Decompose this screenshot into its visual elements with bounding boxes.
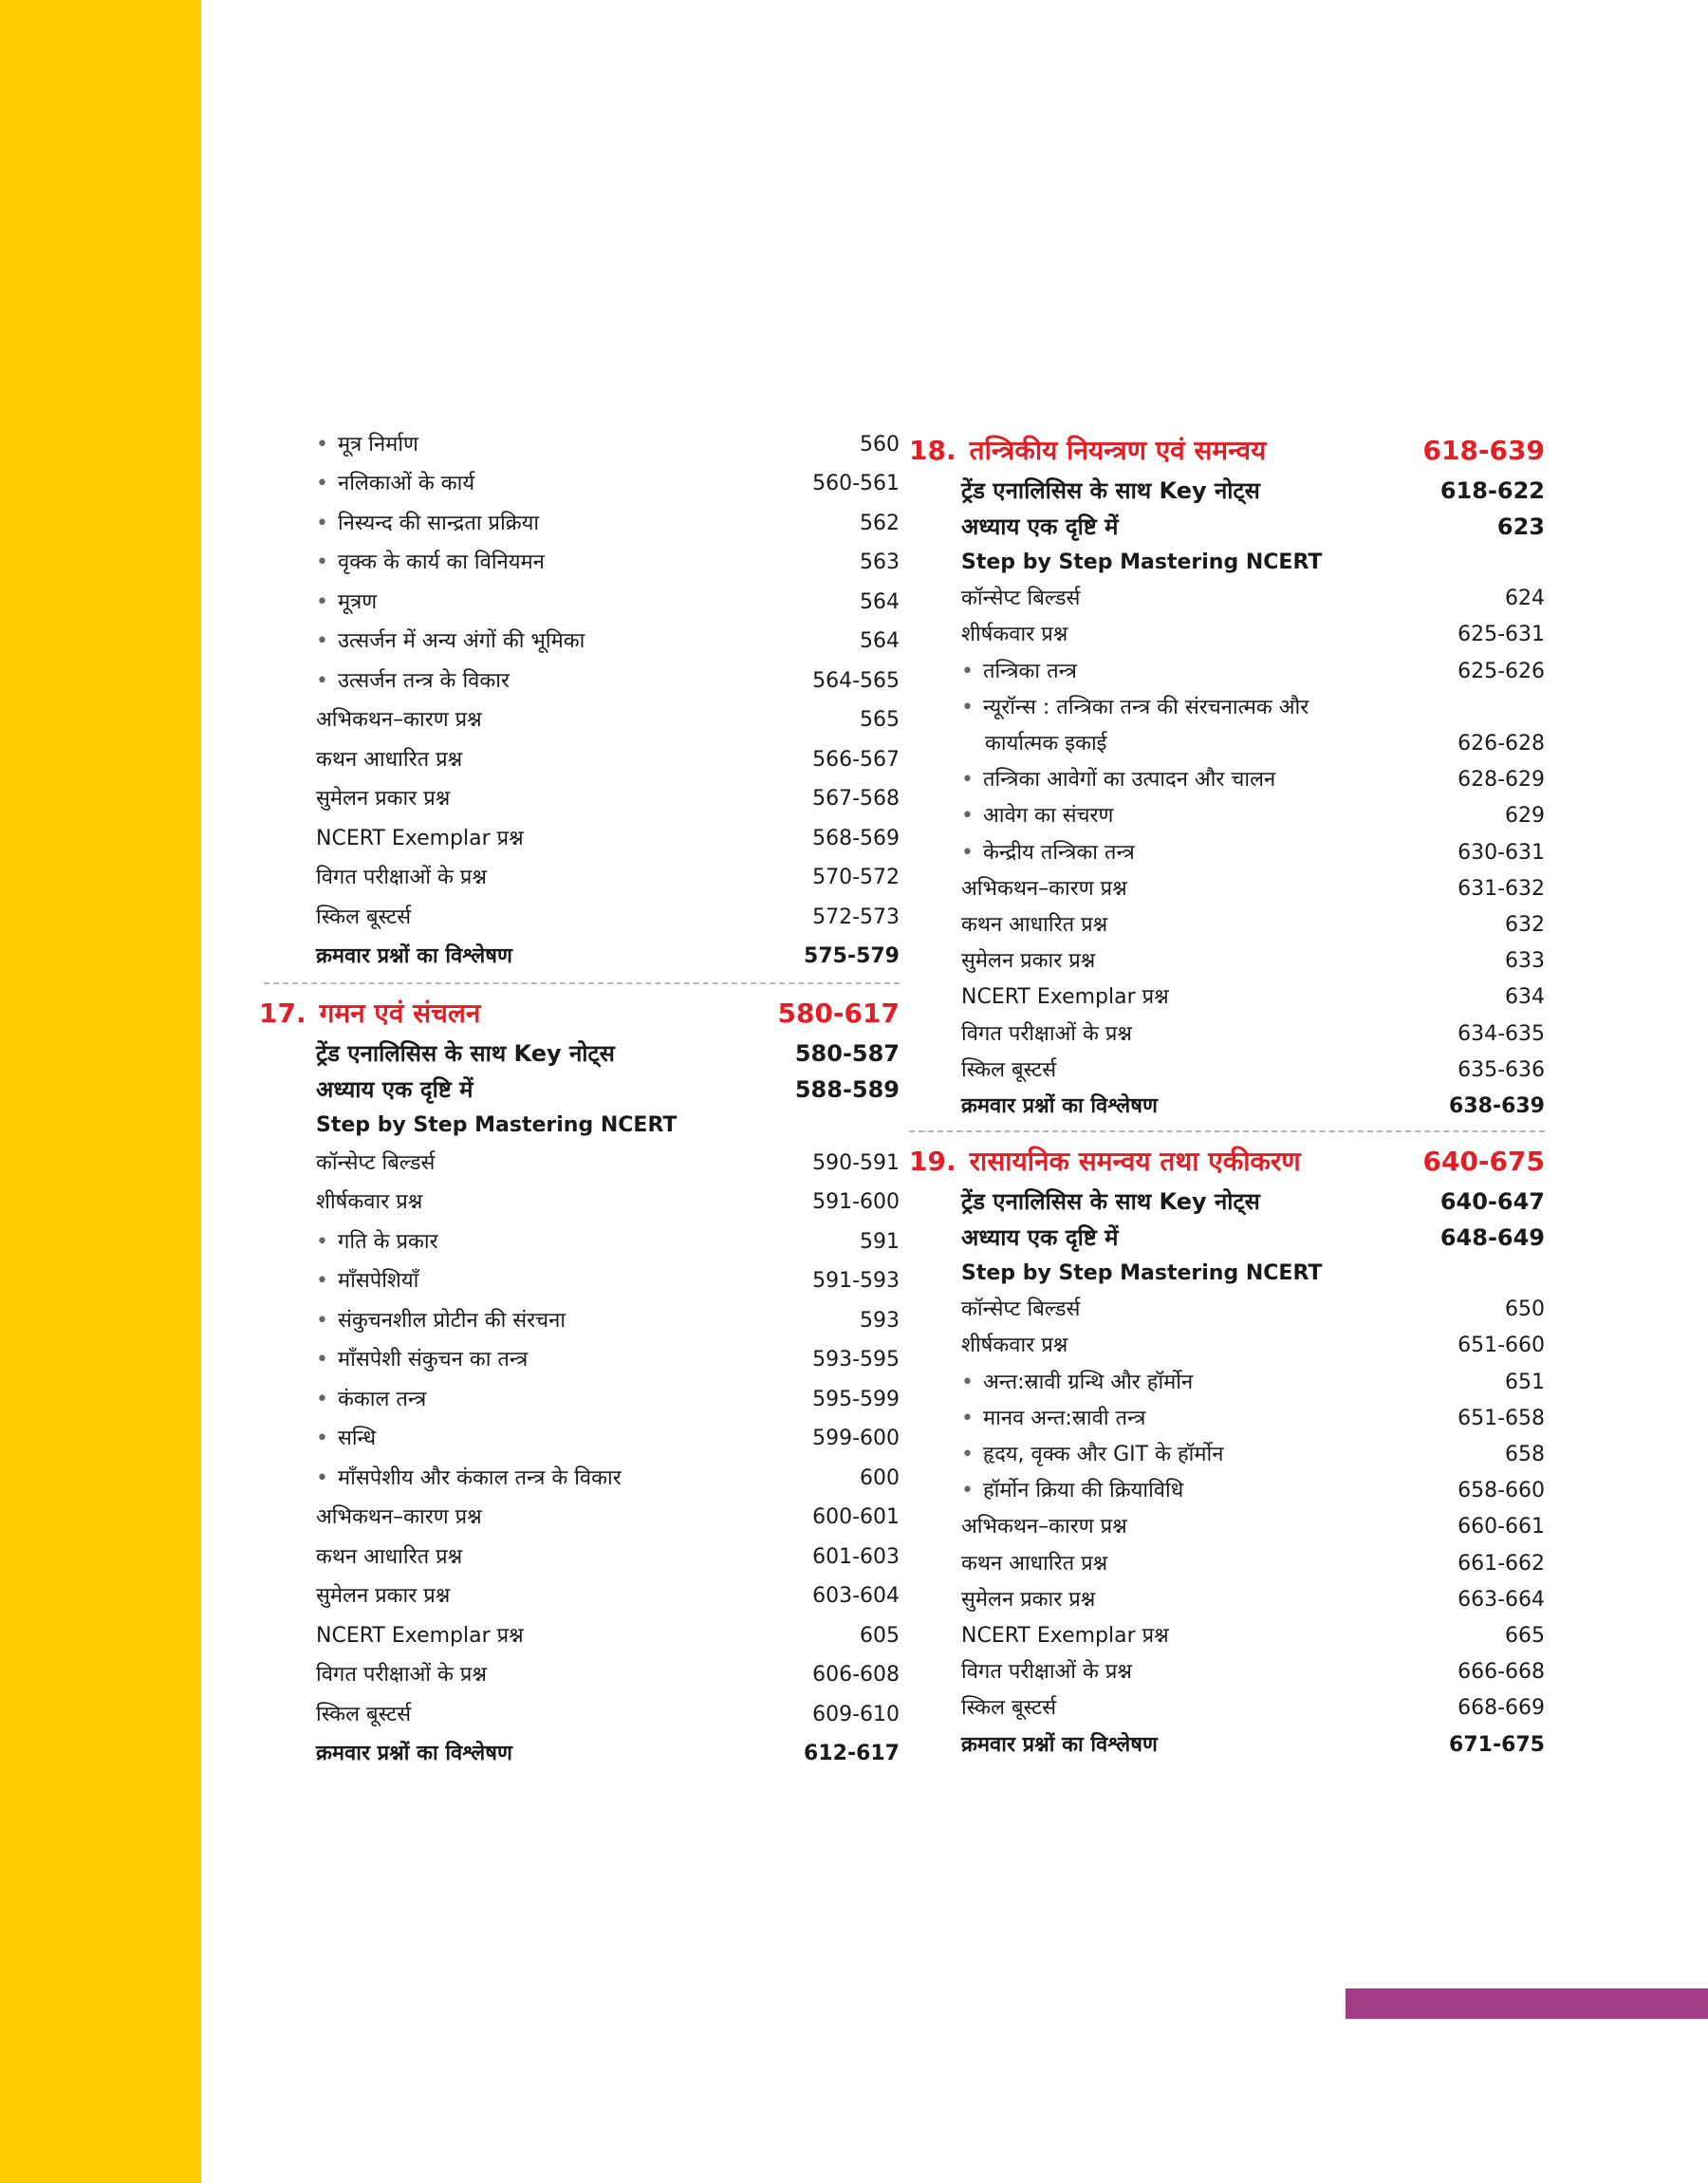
toc-entry[interactable]	[909, 1473, 1545, 1509]
chapter-number: 17.	[259, 997, 306, 1029]
toc-entry-label: क्रमवार प्रश्नों का विश्लेषण	[961, 1093, 1158, 1118]
toc-entry-page: 563	[860, 550, 900, 575]
toc-entry-label: स्किल बूस्टर्स	[316, 905, 412, 929]
toc-entry-label: ट्रेंड एनालिसिस के साथ Key नोट्स	[316, 1040, 615, 1067]
toc-entry-page: 600-601	[812, 1505, 900, 1530]
chapter-number: 19.	[909, 1145, 956, 1177]
toc-entry-page: 603-604	[812, 1584, 900, 1609]
toc-entry-label: क्रमवार प्रश्नों का विश्लेषण	[961, 1732, 1158, 1757]
toc-entry-page: 570-572	[812, 866, 900, 890]
toc-entry[interactable]	[264, 504, 900, 544]
toc-entry[interactable]	[909, 1053, 1545, 1089]
toc-entry-page: 575-579	[804, 944, 900, 969]
toc-right-column	[909, 427, 1545, 1763]
toc-entry-label: कथन आधारित प्रश्न	[961, 1551, 1108, 1576]
toc-entry-label: • न्यूरॉन्स : तन्त्रिका तन्त्र की संरचनात्मक और	[961, 696, 1545, 720]
chapter-pages: 640-675	[1422, 1145, 1545, 1177]
toc-entry[interactable]	[909, 473, 1545, 509]
toc-entry-label: • हॉर्मोन क्रिया की क्रियाविधि	[961, 1479, 1457, 1503]
toc-entry-label: • मानव अन्त:स्रावी तन्त्र	[961, 1407, 1457, 1431]
toc-entry[interactable]	[909, 1690, 1545, 1726]
toc-entry[interactable]	[909, 1726, 1545, 1763]
toc-entry-label: कथन आधारित प्रश्न	[316, 747, 463, 772]
toc-entry-label: शीर्षकवार प्रश्न	[961, 623, 1068, 647]
toc-entry-label: अध्याय एक दृष्टि में	[961, 513, 1119, 540]
toc-entry-label: Step by Step Mastering NCERT	[961, 1261, 1323, 1286]
toc-entry[interactable]	[264, 1735, 900, 1775]
toc-entry[interactable]	[909, 1328, 1545, 1364]
toc-entry[interactable]	[264, 938, 900, 978]
toc-entry[interactable]	[909, 943, 1545, 980]
toc-entry-page: 599-600	[812, 1427, 900, 1451]
toc-entry-page: 633	[1505, 949, 1545, 974]
chapter-17-heading[interactable]	[259, 990, 900, 1036]
toc-entry-label: अभिकथन–कारण प्रश्न	[316, 708, 482, 733]
toc-entry-label: सुमेलन प्रकार प्रश्न	[961, 1587, 1096, 1612]
toc-entry-page: 600	[860, 1465, 900, 1490]
toc-entry[interactable]	[264, 583, 900, 623]
toc-entry-label: क्रमवार प्रश्नों का विश्लेषण	[316, 1742, 512, 1766]
toc-entry-label: अभिकथन–कारण प्रश्न	[961, 1515, 1127, 1539]
toc-entry[interactable]	[909, 1618, 1545, 1654]
toc-entry[interactable]	[264, 859, 900, 899]
toc-entry-page: 651-660	[1457, 1334, 1545, 1358]
toc-entry[interactable]	[909, 1546, 1545, 1582]
toc-entry-page: 595-599	[812, 1387, 900, 1411]
toc-entry-page: 638-639	[1449, 1093, 1545, 1118]
toc-entry[interactable]	[909, 1184, 1545, 1220]
toc-entry-page: 593	[860, 1308, 900, 1333]
toc-entry-page: 648-649	[1439, 1224, 1545, 1251]
toc-entry[interactable]	[264, 1301, 900, 1341]
toc-entry[interactable]	[264, 1616, 900, 1656]
toc-entry[interactable]	[264, 1144, 900, 1184]
toc-entry-page: 665	[1505, 1623, 1545, 1648]
toc-entry-label: • सन्धि	[316, 1427, 812, 1451]
toc-entry-page: 634	[1505, 985, 1545, 1010]
toc-entry[interactable]	[909, 1365, 1545, 1401]
toc-entry-label: • अन्त:स्रावी ग्रन्थि और हॉर्मोन	[961, 1371, 1505, 1395]
divider	[264, 982, 900, 984]
toc-entry-label: स्किल बूस्टर्स	[961, 1696, 1057, 1721]
toc-entry-label: विगत परीक्षाओं के प्रश्न	[961, 1660, 1132, 1685]
toc-entry-page: 562	[860, 511, 900, 535]
toc-entry-label: सुमेलन प्रकार प्रश्न	[316, 787, 451, 812]
toc-list-ch16-tail	[264, 425, 900, 977]
toc-entry-label: • उत्सर्जन में अन्य अंगों की भूमिका	[316, 629, 860, 654]
toc-entry-label: कार्यात्मक इकाई	[985, 732, 1107, 756]
toc-entry[interactable]	[909, 1437, 1545, 1473]
toc-entry[interactable]	[264, 425, 900, 465]
toc-entry-label: • मूत्र निर्माण	[316, 433, 860, 457]
toc-entry-page: 618-622	[1439, 477, 1545, 504]
toc-entry-label: • नलिकाओं के कार्य	[316, 472, 812, 496]
toc-entry-page: 650	[1505, 1297, 1545, 1322]
toc-entry[interactable]	[909, 907, 1545, 943]
toc-entry[interactable]	[909, 726, 1545, 762]
toc-entry-label: NCERT Exemplar प्रश्न	[316, 826, 524, 850]
toc-entry[interactable]	[909, 1292, 1545, 1328]
toc-entry-page: 625-626	[1457, 659, 1545, 683]
toc-entry-label: • संकुचनशील प्रोटीन की संरचना	[316, 1309, 860, 1334]
toc-entry-page: 668-669	[1457, 1696, 1545, 1721]
toc-entry-label: NCERT Exemplar प्रश्न	[961, 1623, 1169, 1648]
toc-entry-page: 568-569	[812, 826, 900, 850]
chapter-title: रासायनिक समन्वय तथा एकीकरण	[969, 1146, 1301, 1177]
toc-entry[interactable]	[264, 1695, 900, 1735]
toc-entry-label: अभिकथन–कारण प्रश्न	[316, 1505, 482, 1530]
toc-entry-page: 601-603	[812, 1544, 900, 1569]
chapter-pages: 618-639	[1422, 434, 1545, 466]
toc-entry-label: अभिकथन–कारण प्रश्न	[961, 876, 1127, 901]
toc-entry-page: 663-664	[1457, 1587, 1545, 1612]
toc-entry-page: 590-591	[812, 1150, 900, 1175]
toc-entry-page: 612-617	[804, 1742, 900, 1766]
toc-entry-page: 635-636	[1457, 1057, 1545, 1082]
toc-entry-label: विगत परीक्षाओं के प्रश्न	[316, 866, 487, 890]
toc-entry-label: विगत परीक्षाओं के प्रश्न	[316, 1663, 487, 1688]
toc-entry[interactable]	[909, 690, 1545, 726]
toc-entry[interactable]	[264, 1262, 900, 1302]
toc-entry-label: अध्याय एक दृष्टि में	[961, 1224, 1119, 1251]
toc-entry-page: 631-632	[1457, 876, 1545, 901]
toc-entry-label: कॉन्सेप्ट बिल्डर्स	[316, 1150, 436, 1175]
toc-entry-label: • माँसपेशीय और कंकाल तन्त्र के विकार	[316, 1466, 860, 1491]
toc-entry-page: 629	[1505, 804, 1545, 829]
toc-entry-label: • आवेग का संचरण	[961, 804, 1505, 829]
toc-entry-label: NCERT Exemplar प्रश्न	[316, 1623, 524, 1648]
toc-entry[interactable]	[264, 1577, 900, 1617]
toc-entry-page: 658-660	[1457, 1479, 1545, 1503]
toc-entry-label: Step by Step Mastering NCERT	[316, 1113, 678, 1137]
toc-entry[interactable]	[909, 762, 1545, 798]
toc-entry-label: कथन आधारित प्रश्न	[316, 1544, 463, 1569]
toc-entry[interactable]	[264, 1036, 900, 1072]
toc-entry[interactable]	[909, 871, 1545, 907]
toc-entry-label: • तन्त्रिका आवेगों का उत्पादन और चालन	[961, 768, 1457, 793]
toc-entry-page: 591-593	[812, 1269, 900, 1294]
toc-entry-page: 560	[860, 432, 900, 457]
toc-entry-page: 572-573	[812, 905, 900, 929]
toc-entry-page: 623	[1496, 513, 1545, 540]
toc-entry[interactable]	[264, 780, 900, 820]
toc-entry-label: कथन आधारित प्रश्न	[961, 912, 1108, 937]
toc-entry-label: • मूत्रण	[316, 590, 860, 615]
toc-entry-label: स्किल बूस्टर्स	[316, 1702, 412, 1726]
toc-entry[interactable]	[264, 819, 900, 859]
toc-entry-label: • तन्त्रिका तन्त्र	[961, 660, 1457, 684]
toc-entry-label: क्रमवार प्रश्नों का विश्लेषण	[316, 944, 512, 969]
toc-entry-page: 591-600	[812, 1190, 900, 1215]
toc-entry-page: 660-661	[1457, 1515, 1545, 1539]
toc-entry-page: 651-658	[1457, 1406, 1545, 1430]
toc-entry-label: • माँसपेशी संकुचन का तन्त्र	[316, 1348, 812, 1372]
toc-entry[interactable]	[909, 1089, 1545, 1125]
toc-entry-page: 632	[1505, 912, 1545, 937]
toc-entry[interactable]	[909, 1401, 1545, 1437]
toc-entry[interactable]	[909, 509, 1545, 545]
toc-entry[interactable]	[264, 1499, 900, 1539]
toc-entry-label: • गति के प्रकार	[316, 1230, 860, 1255]
toc-entry[interactable]	[909, 617, 1545, 653]
toc-entry-page: 625-631	[1457, 623, 1545, 647]
toc-entry[interactable]	[909, 798, 1545, 834]
toc-entry[interactable]	[264, 1341, 900, 1381]
toc-entry[interactable]	[909, 980, 1545, 1016]
toc-list-ch19	[909, 1184, 1545, 1763]
toc-entry[interactable]	[264, 544, 900, 584]
toc-entry[interactable]	[264, 662, 900, 701]
toc-entry-label: स्किल बूस्टर्स	[961, 1057, 1057, 1082]
toc-entry-label: कॉन्सेप्ट बिल्डर्स	[961, 1297, 1081, 1322]
divider	[909, 1130, 1545, 1132]
toc-entry[interactable]	[264, 701, 900, 741]
toc-entry-page: 588-589	[794, 1076, 900, 1103]
toc-entry[interactable]	[909, 1220, 1545, 1256]
chapter-19-heading[interactable]	[909, 1138, 1545, 1184]
chapter-18-heading[interactable]	[909, 427, 1545, 473]
toc-left-column	[259, 425, 900, 1774]
toc-entry[interactable]	[909, 1582, 1545, 1618]
toc-list-ch18	[909, 473, 1545, 1125]
chapter-pages: 580-617	[777, 997, 900, 1029]
toc-entry[interactable]	[264, 1459, 900, 1499]
side-color-band	[0, 0, 201, 2183]
toc-entry[interactable]	[909, 581, 1545, 617]
toc-entry[interactable]	[909, 835, 1545, 871]
chapter-title: गमन एवं संचलन	[319, 998, 481, 1029]
toc-entry-label: • कंकाल तन्त्र	[316, 1388, 812, 1412]
toc-entry-label: सुमेलन प्रकार प्रश्न	[316, 1584, 451, 1609]
toc-entry[interactable]	[264, 1420, 900, 1460]
toc-entry-page: 651	[1505, 1370, 1545, 1394]
toc-entry[interactable]	[264, 623, 900, 662]
toc-entry[interactable]	[264, 1380, 900, 1420]
toc-entry-page: 564	[860, 629, 900, 654]
accent-bar	[1346, 1988, 1708, 2019]
toc-entry-page: 605	[860, 1623, 900, 1648]
toc-entry-label: Step by Step Mastering NCERT	[961, 550, 1323, 575]
toc-entry-label: • माँसपेशियाँ	[316, 1269, 812, 1294]
toc-entry-page: 658	[1505, 1443, 1545, 1467]
toc-entry-page: 640-647	[1439, 1188, 1545, 1215]
toc-entry-label: अध्याय एक दृष्टि में	[316, 1076, 473, 1103]
toc-list-ch17	[264, 1036, 900, 1774]
chapter-number: 18.	[909, 434, 956, 466]
toc-entry-page: 565	[860, 708, 900, 733]
toc-entry-page: 606-608	[812, 1663, 900, 1688]
toc-entry[interactable]	[909, 1016, 1545, 1052]
toc-entry-label: ट्रेंड एनालिसिस के साथ Key नोट्स	[961, 1188, 1260, 1215]
toc-entry[interactable]	[909, 1256, 1545, 1292]
toc-entry-label: विगत परीक्षाओं के प्रश्न	[961, 1021, 1132, 1046]
toc-entry-page: 624	[1505, 587, 1545, 611]
toc-entry[interactable]	[909, 654, 1545, 690]
toc-entry-page: 564-565	[812, 668, 900, 693]
toc-entry-page: 634-635	[1457, 1021, 1545, 1046]
toc-entry[interactable]	[264, 465, 900, 505]
toc-entry-page: 566-567	[812, 747, 900, 772]
toc-entry[interactable]	[264, 898, 900, 938]
toc-entry-label: ट्रेंड एनालिसिस के साथ Key नोट्स	[961, 477, 1260, 504]
toc-entry-label: • वृक्क के कार्य का विनियमन	[316, 550, 860, 575]
toc-entry[interactable]	[264, 1072, 900, 1108]
toc-entry[interactable]	[264, 1184, 900, 1223]
toc-entry-label: NCERT Exemplar प्रश्न	[961, 985, 1169, 1010]
toc-entry-page: 567-568	[812, 787, 900, 812]
toc-entry-page: 591	[860, 1229, 900, 1254]
toc-entry[interactable]	[909, 1509, 1545, 1545]
toc-entry-page: 626-628	[1457, 732, 1545, 756]
toc-entry[interactable]	[909, 1654, 1545, 1690]
toc-entry-page: 666-668	[1457, 1660, 1545, 1685]
toc-entry-page: 628-629	[1457, 768, 1545, 793]
toc-entry-page: 560-561	[812, 472, 900, 496]
toc-entry[interactable]	[264, 1538, 900, 1577]
toc-entry[interactable]	[264, 1222, 900, 1262]
toc-entry-page: 630-631	[1457, 840, 1545, 865]
toc-entry-label: • केन्द्रीय तन्त्रिका तन्त्र	[961, 841, 1457, 866]
toc-entry[interactable]	[264, 1108, 900, 1144]
toc-entry-label: • उत्सर्जन तन्त्र के विकार	[316, 669, 812, 694]
toc-entry-page: 580-587	[794, 1040, 900, 1067]
toc-entry-label: शीर्षकवार प्रश्न	[316, 1190, 423, 1215]
toc-entry-label: • हृदय, वृक्क और GIT के हॉर्मोन	[961, 1443, 1505, 1467]
toc-entry[interactable]	[264, 740, 900, 780]
toc-entry-label: शीर्षकवार प्रश्न	[961, 1334, 1068, 1358]
toc-entry[interactable]	[909, 545, 1545, 581]
toc-entry-page: 661-662	[1457, 1551, 1545, 1576]
toc-entry-label: सुमेलन प्रकार प्रश्न	[961, 949, 1096, 974]
toc-entry-label: कॉन्सेप्ट बिल्डर्स	[961, 587, 1081, 611]
toc-entry-page: 671-675	[1449, 1732, 1545, 1757]
toc-entry-label: • निस्यन्द की सान्द्रता प्रक्रिया	[316, 512, 860, 536]
toc-entry-page: 609-610	[812, 1702, 900, 1726]
toc-entry-page: 593-595	[812, 1348, 900, 1372]
toc-entry-page: 564	[860, 589, 900, 614]
toc-entry[interactable]	[264, 1656, 900, 1696]
chapter-title: तन्त्रिकीय नियन्त्रण एवं समन्वय	[969, 435, 1267, 466]
